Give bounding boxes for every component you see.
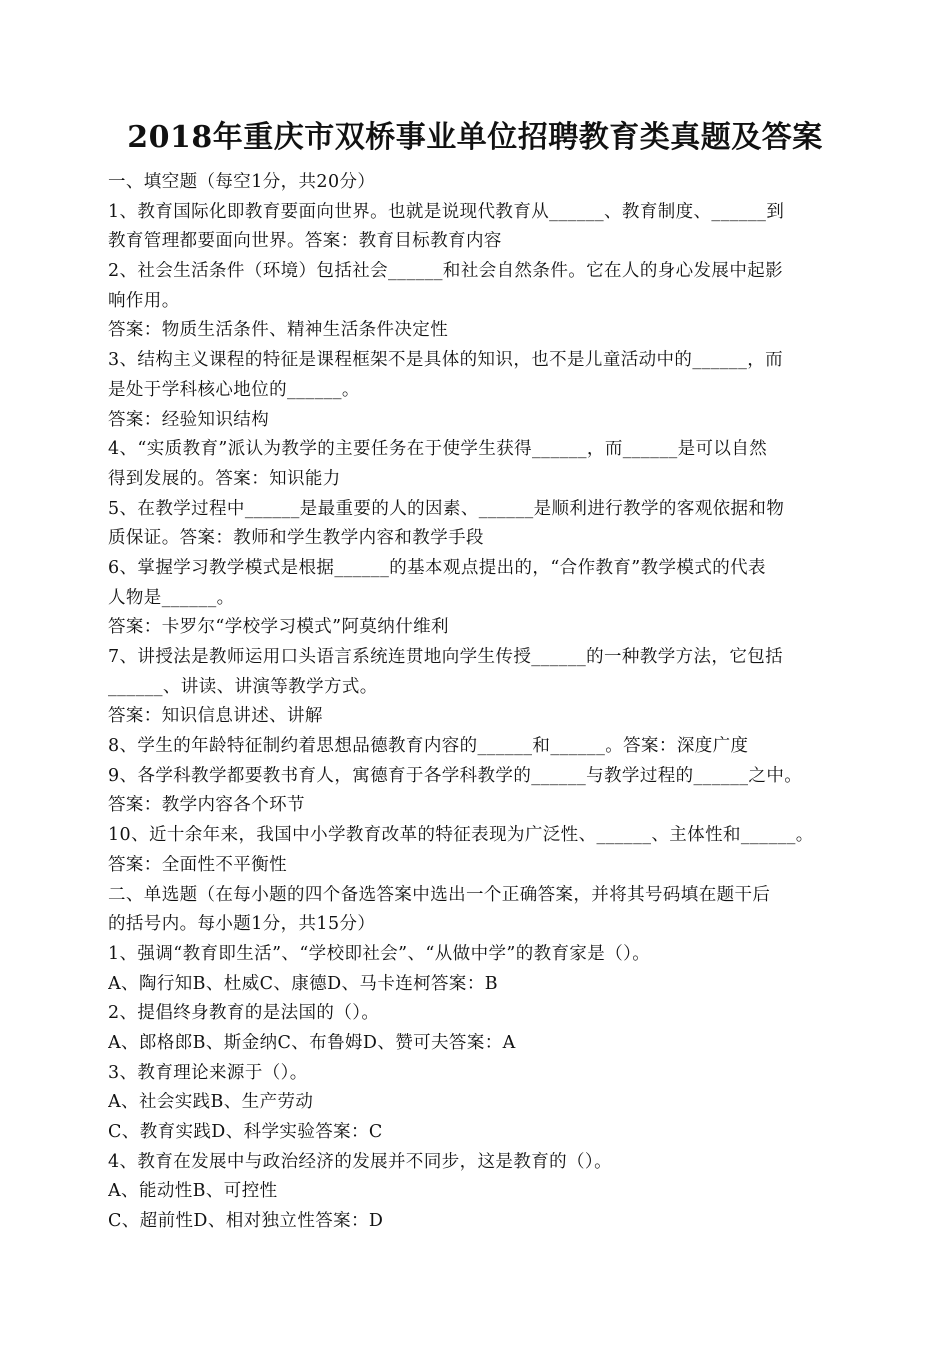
text-line: 3、教育理论来源于（）。 — [108, 1062, 308, 1083]
text-line: 1、教育国际化即教育要面向世界。也就是说现代教育从______、教育制度、______到 — [108, 201, 785, 222]
text-line: 是处于学科核心地位的______。 — [108, 379, 360, 400]
text-line: 答案：物质生活条件、精神生活条件决定性 — [108, 320, 449, 341]
document-title: 2018年重庆市双桥事业单位招聘教育类真题及答案 — [127, 120, 823, 155]
text-line: 1、强调“教育即生活”、“学校即社会”、“从做中学”的教育家是（）。 — [108, 943, 651, 964]
text-line: 的括号内。每小题1分，共15分） — [108, 914, 376, 935]
text-line: 8、学生的年龄特征制约着思想品德教育内容的______和______。答案：深度广度 — [108, 736, 749, 757]
text-line: 教育管理都要面向世界。答案：教育目标教育内容 — [108, 231, 502, 252]
text-line: 二、单选题（在每小题的四个备选答案中选出一个正确答案，并将其号码填在题干后 — [108, 884, 771, 905]
text-line: 6、掌握学习教学模式是根据______的基本观点提出的，“合作教育”教学模式的代表 — [108, 557, 766, 578]
text-line: C、教育实践D、科学实验答案：C — [108, 1122, 383, 1142]
text-line: A、陶行知B、杜威C、康德D、马卡连柯答案：B — [108, 973, 498, 994]
text-line: 5、在教学过程中______是最重要的人的因素、______是顺利进行教学的客观依据和物 — [108, 498, 785, 519]
document-body — [108, 168, 852, 1237]
text-line: A、能动性B、可控性 — [108, 1181, 278, 1202]
text-line: 2、社会生活条件（环境）包括社会______和社会自然条件。它在人的身心发展中起影 — [108, 261, 784, 282]
text-line: 一、填空题（每空1分，共20分） — [108, 172, 376, 192]
text-line: 答案：经验知识结构 — [108, 409, 270, 430]
text-line: 4、教育在发展中与政治经济的发展并不同步，这是教育的（）。 — [108, 1151, 612, 1172]
text-line: 10、近十余年来，我国中小学教育改革的特征表现为广泛性、______、主体性和______。 — [108, 825, 814, 846]
text-line: 答案：卡罗尔“学校学习模式”阿莫纳什维利 — [108, 617, 449, 638]
text-line: 质保证。答案：教师和学生教学内容和教学手段 — [108, 528, 484, 549]
text-line: 2、提倡终身教育的是法国的（）。 — [108, 1003, 380, 1024]
text-line: 答案：教学内容各个环节 — [108, 795, 305, 816]
text-line: 得到发展的。答案：知识能力 — [108, 468, 341, 489]
text-line: 7、讲授法是教师运用口头语言系统连贯地向学生传授______的一种教学方法，它包括 — [108, 647, 784, 667]
text-line: C、超前性D、相对独立性答案：D — [108, 1211, 384, 1232]
text-line: A、郎格郎B、斯金纳C、布鲁姆D、赞可夫答案：A — [108, 1032, 516, 1053]
text-line: 3、结构主义课程的特征是课程框架不是具体的知识，也不是儿童活动中的______，而 — [108, 350, 784, 371]
text-line: 人物是______。 — [108, 587, 235, 608]
text-line: A、社会实践B、生产劳动 — [108, 1092, 314, 1113]
text-line: 响作用。 — [108, 290, 180, 311]
text-line: 答案：知识信息讲述、讲解 — [108, 706, 323, 727]
text-line: ______、讲读、讲演等教学方式。 — [108, 676, 378, 697]
text-line: 9、各学科教学都要教书育人，寓德育于各学科教学的______与教学过程的______之中。 — [108, 765, 803, 786]
text-line: 4、“实质教育”派认为教学的主要任务在于使学生获得______，而______是可以自然 — [108, 439, 768, 460]
text-line: 答案：全面性不平衡性 — [108, 854, 287, 875]
